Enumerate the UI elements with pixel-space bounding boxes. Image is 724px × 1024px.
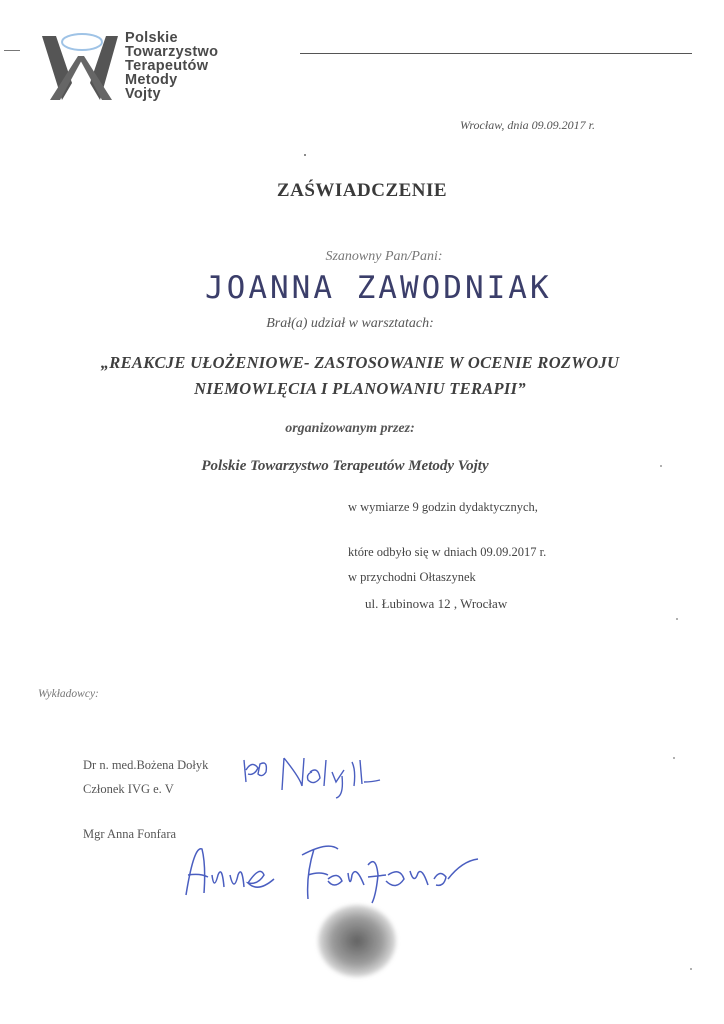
- workshop-scope: w wymiarze 9 godzin dydaktycznych,: [348, 500, 538, 514]
- vojta-society-logo-icon: [40, 28, 120, 108]
- workshop-title-line: NIEMOWLĘCIA I PLANOWANIU TERAPII”: [194, 379, 526, 398]
- organizer-name: Polskie Towarzystwo Terapeutów Metody Vojty: [201, 458, 489, 474]
- workshop-date: które odbyło się w dniach 09.09.2017 r.: [348, 545, 547, 559]
- society-logo: [40, 28, 290, 108]
- margin-mark: [4, 50, 20, 51]
- workshop-title-line: „REAKCJE UŁOŻENIOWE- ZASTOSOWANIE W OCENIE ROZWOJU: [100, 353, 620, 372]
- logo-line: Polskie: [125, 30, 178, 46]
- organized-by-label: organizowanym przez:: [285, 421, 415, 436]
- logo-wordmark: [125, 31, 218, 101]
- speck: [304, 154, 306, 156]
- logo-line: Vojty: [125, 86, 161, 102]
- greeting: Szanowny Pan/Pani:: [325, 249, 443, 264]
- workshop-address: ul. Łubinowa 12 , Wrocław: [365, 596, 508, 611]
- participation-statement: Brał(a) udział w warsztatach:: [266, 316, 434, 331]
- document-title: ZAŚWIADCZENIE: [276, 180, 448, 201]
- workshop-title: [40, 350, 680, 402]
- speck: [676, 618, 678, 620]
- speck: [673, 757, 675, 759]
- logo-line: Metody: [125, 72, 178, 88]
- logo-line: Towarzystwo: [125, 44, 219, 60]
- lecturers-label: Wykładowcy:: [38, 688, 99, 700]
- recipient-name: JOANNA ZAWODNIAK: [205, 270, 552, 306]
- lecturer-signature: [240, 752, 400, 802]
- header-rule: [300, 53, 692, 54]
- lecturer-affiliation: Członek IVG e. V: [83, 782, 174, 796]
- lecturer-signature: [178, 835, 498, 905]
- logo-line: Terapeutów: [125, 58, 209, 74]
- lecturer-name: Dr n. med.Bożena Dołyk: [83, 758, 209, 772]
- workshop-place: w przychodni Ołtaszynek: [348, 570, 476, 584]
- speck: [690, 968, 692, 970]
- stamp-mark: [318, 905, 396, 977]
- lecturer-name: Mgr Anna Fonfara: [83, 827, 177, 841]
- document-date: Wrocław, dnia 09.09.2017 r.: [460, 118, 596, 132]
